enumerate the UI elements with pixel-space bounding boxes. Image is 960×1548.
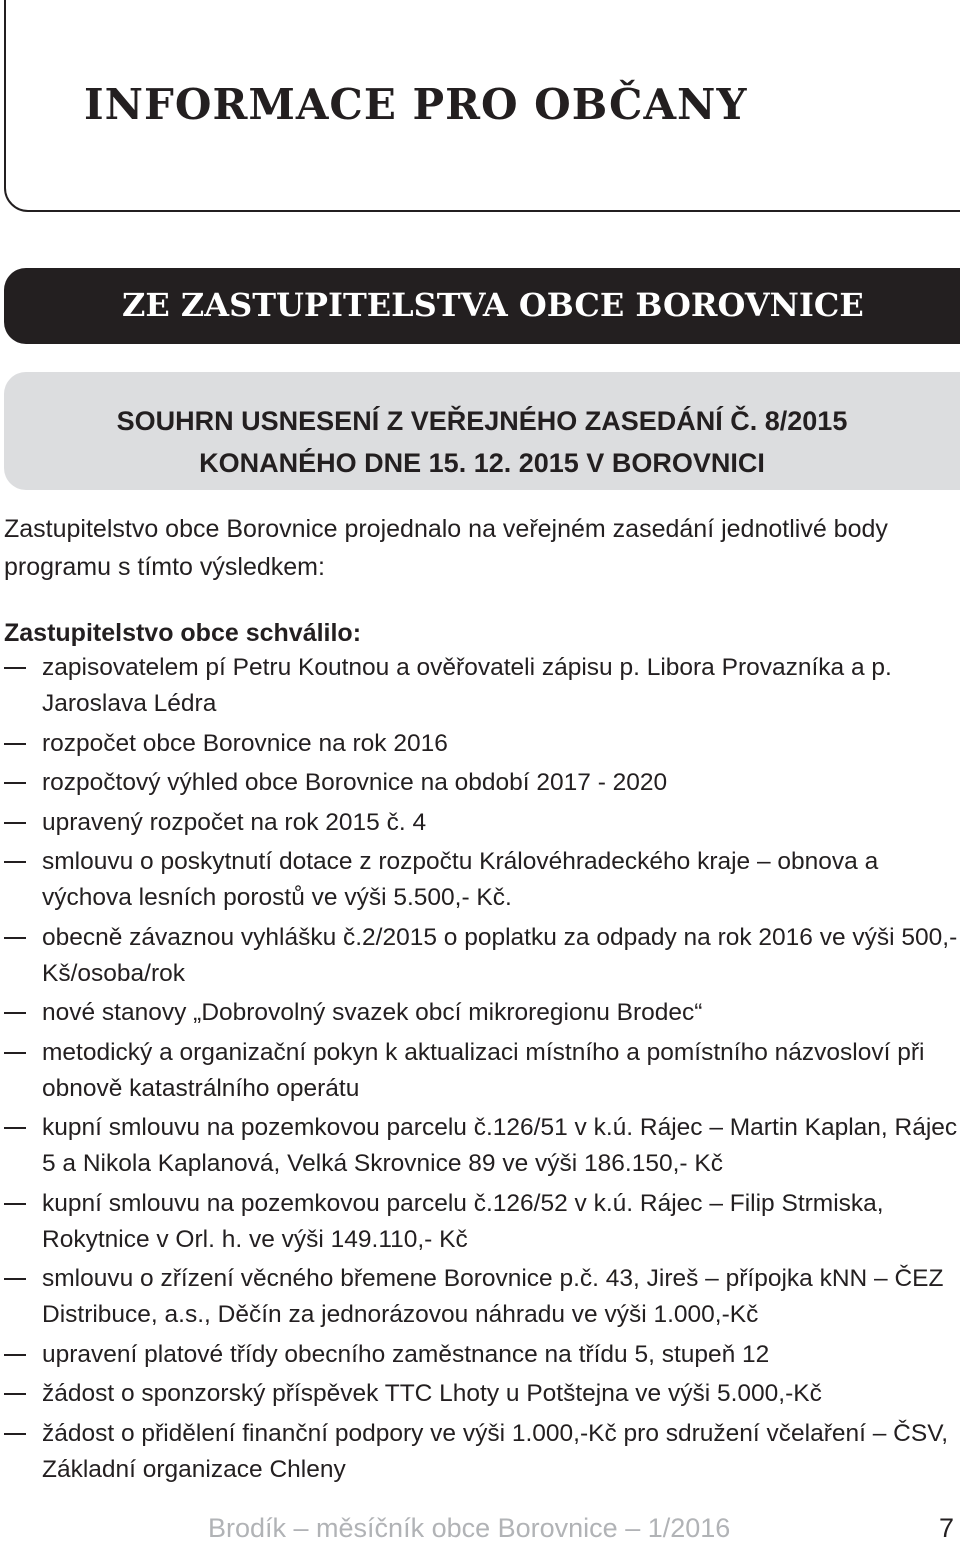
dash-bullet [4,782,26,784]
list-item-text: žádost o přidělení finanční podpory ve výši 1.000,-Kč pro sdružení včelaření – ČSV, Základní organizace Chleny [42,1419,949,1483]
list-item [0,805,960,841]
page-number: 7 [938,1513,954,1543]
list-item [0,1186,960,1258]
list-item [0,1110,960,1182]
list-item-text: metodický a organizační pokyn k aktualizaci místního a pomístního názvosloví při obnově katastrálního operátu [42,1038,925,1102]
list-item-text: upravený rozpočet na rok 2015 č. 4 [42,808,427,836]
dash-bullet [4,1203,26,1205]
list-item-text: zapisovatelem pí Petru Koutnou a ověřovateli zápisu p. Libora Provazníka a p. Jaroslava Lédra [42,654,892,717]
dash-bullet [4,1354,26,1356]
list-item-text: upravení platové třídy obecního zaměstnance na třídu 5, stupeň 12 [42,1340,770,1368]
dash-bullet [4,1012,26,1014]
dash-bullet [4,667,26,669]
list-item [0,1376,960,1412]
footer-publication: Brodík – měsíčník obce Borovnice – 1/2016 [208,1513,731,1543]
dash-bullet [4,1393,26,1395]
list-item-text: kupní smlouvu na pozemkovou parcelu č.126/52 v k.ú. Rájec – Filip Strmiska, Rokytnice v Orl. h. ve výši 149.110,- Kč [42,1189,884,1253]
section-banner [4,268,960,344]
list-item [0,726,960,762]
list-item-text: smlouvu o zřízení věcného břemene Borovnice p.č. 43, Jireš – přípojka kNN – ČEZ Distribuce, a.s., Děčín za jednorázovou náhradu ve výši 1.000,-Kč [42,1265,944,1328]
list-item [0,1261,960,1333]
dash-bullet [4,1127,26,1129]
list-item-text: žádost o sponzorský příspěvek TTC Lhoty u Potštejna ve výši 5.000,-Kč [42,1380,822,1407]
list-item-text: nové stanovy „Dobrovolný svazek obcí mikroregionu Brodec“ [42,999,703,1026]
list-item [0,920,960,992]
dash-bullet [4,937,26,939]
list-item [0,1035,960,1107]
list-item-text: rozpočet obce Borovnice na rok 2016 [42,729,448,757]
subheading-line-1: SOUHRN USNESENÍ Z VEŘEJNÉHO ZASEDÁNÍ Č. 8/2015 [116,406,848,436]
dash-bullet [4,1278,26,1280]
resolution-summary-heading [4,372,960,490]
list-item-text: obecně závaznou vyhlášku č.2/2015 o poplatku za odpady na rok 2016 ve výši 500,-Kš/osoba/rok [42,923,958,987]
list-item [0,765,960,801]
dash-bullet [4,1433,26,1435]
list-item-text: kupní smlouvu na pozemkovou parcelu č.126/51 v k.ú. Rájec – Martin Kaplan, Rájec 5 a Nikola Kaplanová, Velká Skrovnice 89 ve výši 186.150,- Kč [42,1114,958,1177]
dash-bullet [4,743,26,745]
resolution-list [0,650,960,1491]
list-item [0,1337,960,1373]
page-footer [0,1508,960,1548]
dash-bullet [4,861,26,863]
list-item [0,844,960,916]
subheading-line-2: KONANÉHO DNE 15. 12. 2015 V BOROVNICI [199,448,765,478]
list-item [0,650,960,722]
list-item-text: rozpočtový výhled obce Borovnice na období 2017 - 2020 [42,769,668,796]
dash-bullet [4,822,26,824]
list-item-text: smlouvu o poskytnutí dotace z rozpočtu Královéhradeckého kraje – obnova a výchova lesních porostů ve výši 5.500,- Kč. [42,848,879,911]
section-title: ZE ZASTUPITELSTVA OBCE BOROVNICE [122,286,864,324]
dash-bullet [4,1052,26,1054]
list-item [0,1416,960,1488]
page-title: INFORMACE PRO OBČANY [84,80,748,129]
intro-paragraph: Zastupitelstvo obce Borovnice projednalo na veřejném zasedání jednotlivé body programu s tímto výsledkem: [4,515,888,581]
approved-heading: Zastupitelstvo obce schválilo: [4,619,362,647]
list-item [0,995,960,1031]
